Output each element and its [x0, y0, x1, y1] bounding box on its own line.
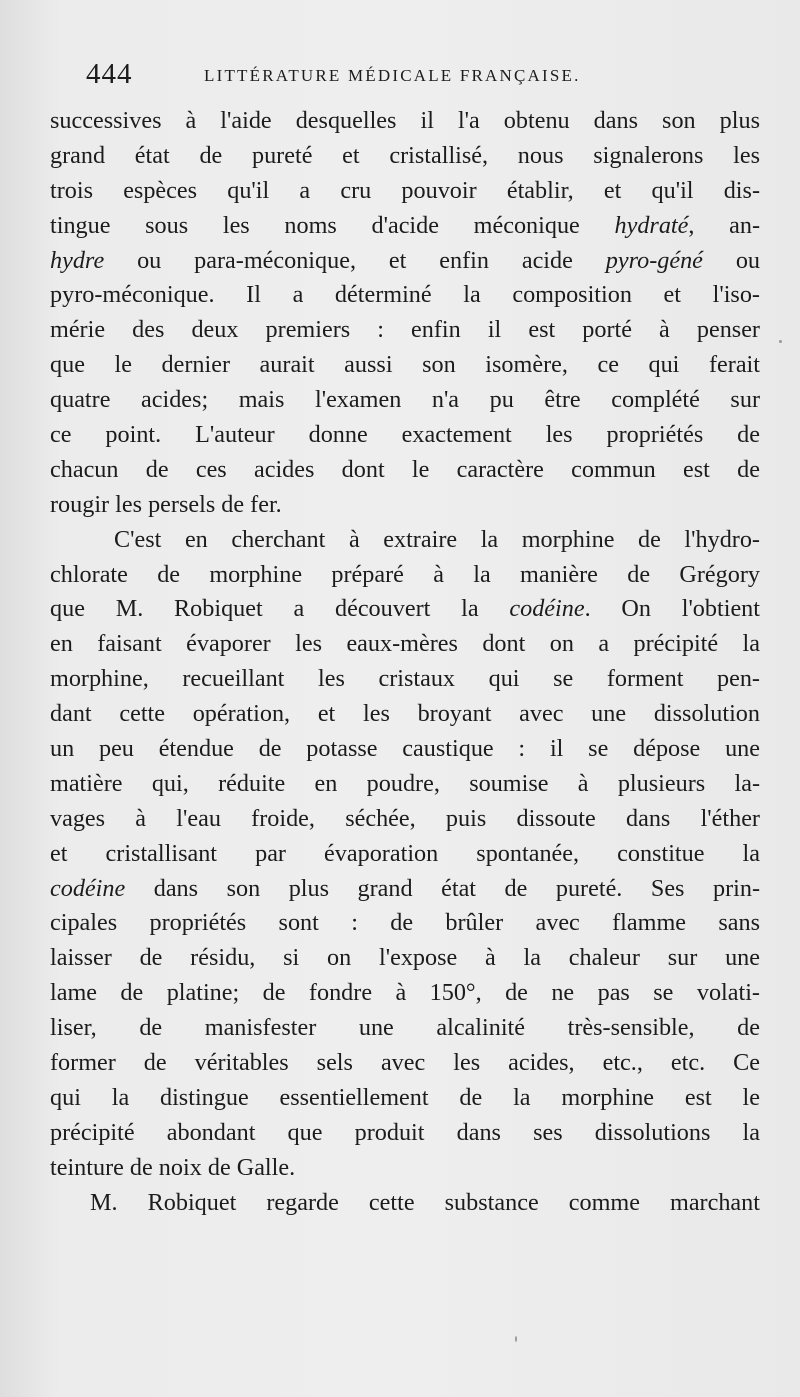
text-line — [50, 1116, 760, 1151]
text-line — [50, 523, 760, 558]
text-line — [50, 697, 760, 732]
text-line — [50, 313, 760, 348]
line-text: former de véritables sels avec les acides, etc., etc. Ce — [50, 1049, 760, 1077]
italic-text: codéine — [509, 595, 585, 623]
body-text — [50, 104, 760, 1221]
text-line — [50, 662, 760, 697]
text-line — [50, 1186, 760, 1221]
running-title: LITTÉRATURE MÉDICALE FRANÇAISE. — [204, 66, 581, 85]
line-text: C'est en cherchant à extraire la morphine de l'hydro- — [114, 525, 760, 553]
text-line — [50, 278, 760, 313]
line-text: que le dernier aurait aussi son isomère, ce qui ferait — [50, 351, 760, 379]
text-line — [50, 1151, 760, 1186]
line-text: ou para-méconique, et enfin acide — [104, 246, 606, 274]
paper-speck — [779, 340, 782, 343]
line-text: , an- — [688, 211, 760, 239]
text-line — [50, 976, 760, 1011]
line-text: laisser de résidu, si on l'expose à la chaleur sur une — [50, 944, 760, 972]
page-number: 444 — [86, 58, 133, 90]
text-line — [50, 767, 760, 802]
italic-text: codéine — [50, 874, 126, 902]
line-text: chacun de ces acides dont le caractère commun est de — [50, 455, 760, 483]
line-text: rougir les persels de fer. — [50, 490, 282, 518]
line-text: que M. Robiquet a découvert la — [50, 595, 510, 623]
line-text: mérie des deux premiers : enfin il est porté à penser — [50, 316, 760, 344]
line-text: ou — [702, 246, 760, 274]
line-text: ce point. L'auteur donne exactement les propriétés de — [50, 421, 760, 449]
text-line — [50, 1046, 760, 1081]
line-text: matière qui, réduite en poudre, soumise à plusieurs la- — [50, 769, 760, 797]
text-line — [50, 802, 760, 837]
text-line — [50, 872, 760, 907]
line-text: M. Robiquet regarde cette substance comme marchant — [90, 1188, 760, 1216]
italic-text: hydraté — [614, 211, 689, 239]
line-text: vages à l'eau froide, séchée, puis dissoute dans l'éther — [50, 804, 760, 832]
line-text: morphine, recueillant les cristaux qui se forment pen- — [50, 665, 760, 693]
text-line — [50, 244, 760, 279]
text-line — [50, 1011, 760, 1046]
line-text: pyro-méconique. Il a déterminé la composition et l'iso- — [50, 281, 760, 309]
text-line — [50, 348, 760, 383]
line-text: quatre acides; mais l'examen n'a pu être complété sur — [50, 386, 760, 414]
text-line — [50, 139, 760, 174]
text-line — [50, 592, 760, 627]
text-line — [50, 453, 760, 488]
text-line — [50, 383, 760, 418]
line-text: chlorate de morphine préparé à la manière de Grégory — [50, 560, 760, 588]
line-text: grand état de pureté et cristallisé, nous signalerons les — [50, 141, 760, 169]
text-line — [50, 627, 760, 662]
line-text: en faisant évaporer les eaux-mères dont on a précipité la — [50, 630, 760, 658]
line-text: précipité abondant que produit dans ses dissolutions la — [50, 1118, 760, 1146]
line-text: liser, de manisfester une alcalinité très-sensible, de — [50, 1014, 760, 1042]
text-line — [50, 1081, 760, 1116]
line-text: teinture de noix de Galle. — [50, 1153, 296, 1181]
line-text: un peu étendue de potasse caustique : il se dépose une — [50, 735, 760, 763]
text-line — [50, 941, 760, 976]
text-line — [50, 418, 760, 453]
line-text: dans son plus grand état de pureté. Ses prin- — [125, 874, 760, 902]
italic-text: hydre — [50, 246, 105, 274]
line-text: tingue sous les noms d'acide méconique — [50, 211, 615, 239]
line-text: lame de platine; de fondre à 150°, de ne pas se volati- — [50, 979, 760, 1007]
text-line — [50, 488, 760, 523]
text-line — [50, 209, 760, 244]
line-text: . On l'obtient — [584, 595, 760, 623]
text-line — [50, 906, 760, 941]
line-text: trois espèces qu'il a cru pouvoir établir, et qu'il dis- — [50, 176, 760, 204]
text-line — [50, 558, 760, 593]
text-line — [50, 732, 760, 767]
text-line — [50, 104, 760, 139]
italic-text: pyro-géné — [605, 246, 703, 274]
line-text: cipales propriétés sont : de brûler avec flamme sans — [50, 909, 760, 937]
line-text: successives à l'aide desquelles il l'a obtenu dans son plus — [50, 107, 760, 134]
line-text: et cristallisant par évaporation spontanée, constitue la — [50, 839, 760, 867]
page-header — [86, 58, 766, 98]
text-line — [50, 837, 760, 872]
text-line — [50, 174, 760, 209]
paper-speck — [515, 1336, 517, 1342]
line-text: qui la distingue essentiellement de la morphine est le — [50, 1083, 760, 1111]
line-text: dant cette opération, et les broyant avec une dissolution — [50, 700, 760, 728]
